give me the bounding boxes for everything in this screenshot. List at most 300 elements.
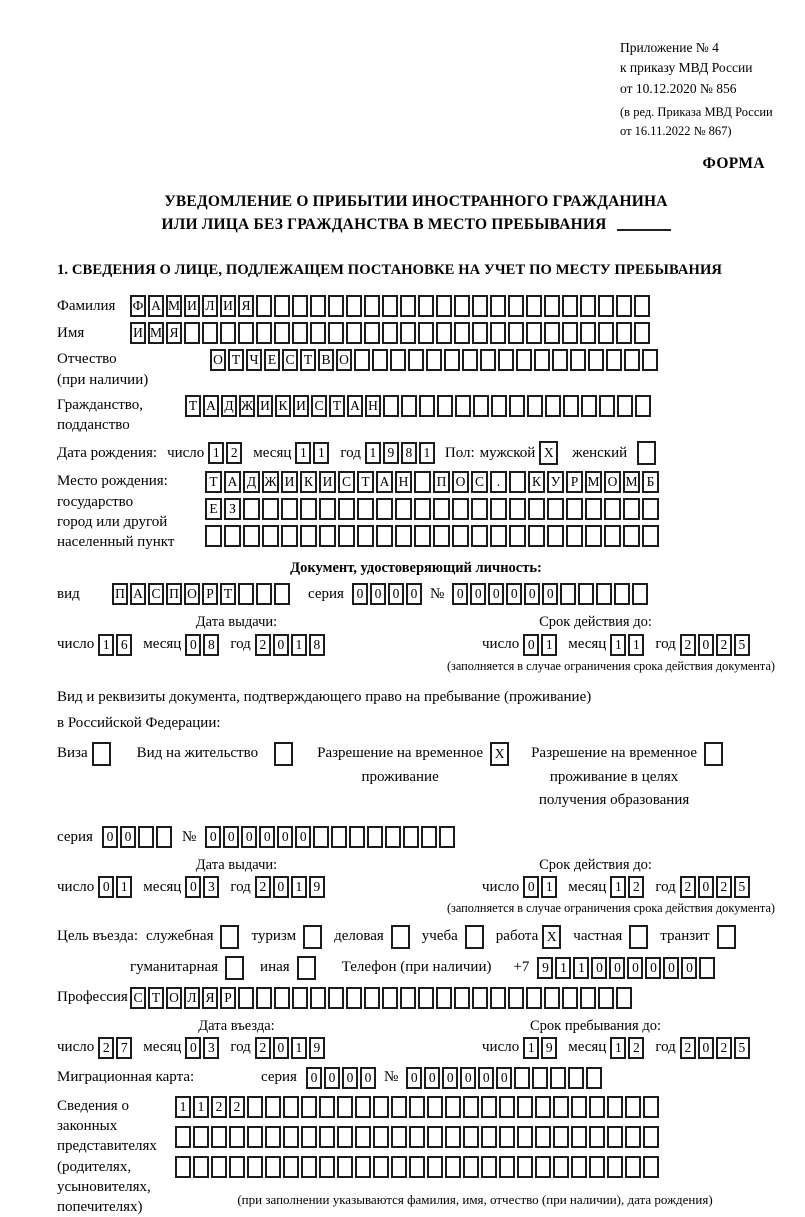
form-cell[interactable] [598, 322, 614, 344]
form-cell[interactable] [265, 1126, 281, 1148]
form-cell[interactable] [509, 498, 526, 520]
form-cell[interactable]: 7 [116, 1037, 132, 1059]
form-cell[interactable]: 2 [628, 1037, 644, 1059]
form-cell[interactable]: 0 [185, 876, 201, 898]
form-cell[interactable]: 0 [609, 957, 625, 979]
form-cell[interactable]: 5 [734, 876, 750, 898]
form-cell[interactable] [629, 925, 648, 949]
form-cell[interactable]: 0 [205, 826, 221, 848]
form-cell[interactable]: 2 [255, 634, 271, 656]
form-cell[interactable] [553, 1126, 569, 1148]
form-cell[interactable] [382, 322, 398, 344]
form-cell[interactable]: 0 [681, 957, 697, 979]
form-cell[interactable] [297, 956, 316, 980]
form-cell[interactable]: О [166, 987, 182, 1009]
form-cell[interactable] [409, 1096, 425, 1118]
form-cell[interactable] [349, 826, 365, 848]
form-cell[interactable] [409, 1126, 425, 1148]
form-cell[interactable] [281, 525, 298, 547]
form-cell[interactable] [372, 349, 388, 371]
form-cell[interactable] [634, 295, 650, 317]
form-cell[interactable]: О [604, 471, 621, 493]
form-cell[interactable]: 2 [716, 1037, 732, 1059]
form-cell[interactable]: 5 [734, 1037, 750, 1059]
form-cell[interactable]: 1 [98, 634, 114, 656]
form-cell[interactable]: 2 [680, 1037, 696, 1059]
form-cell[interactable] [421, 826, 437, 848]
form-cell[interactable] [499, 1126, 515, 1148]
form-cell[interactable] [490, 295, 506, 317]
form-cell[interactable] [391, 925, 410, 949]
form-cell[interactable] [699, 957, 715, 979]
form-cell[interactable]: 2 [211, 1096, 227, 1118]
form-cell[interactable]: Е [205, 498, 222, 520]
form-cell[interactable]: Т [300, 349, 316, 371]
form-cell[interactable]: А [130, 583, 146, 605]
form-cell[interactable] [256, 295, 272, 317]
form-cell[interactable] [580, 295, 596, 317]
form-cell[interactable]: 0 [424, 1067, 440, 1089]
form-cell[interactable] [480, 349, 496, 371]
form-cell[interactable]: 1 [541, 876, 557, 898]
form-cell[interactable]: А [376, 471, 393, 493]
form-cell[interactable] [238, 987, 254, 1009]
form-cell[interactable]: А [347, 395, 363, 417]
purpose-transit-checkbox[interactable] [717, 925, 736, 949]
purpose-work-checkbox[interactable] [542, 925, 561, 949]
form-cell[interactable]: С [471, 471, 488, 493]
form-cell[interactable] [598, 987, 614, 1009]
form-cell[interactable] [373, 1096, 389, 1118]
form-cell[interactable]: Т [357, 471, 374, 493]
form-cell[interactable]: 2 [255, 876, 271, 898]
form-cell[interactable] [454, 322, 470, 344]
form-cell[interactable]: 1 [628, 634, 644, 656]
form-cell[interactable] [462, 349, 478, 371]
form-cell[interactable] [570, 349, 586, 371]
form-cell[interactable] [229, 1126, 245, 1148]
form-cell[interactable] [581, 395, 597, 417]
form-cell[interactable] [528, 525, 545, 547]
form-cell[interactable]: О [336, 349, 352, 371]
form-cell[interactable]: 0 [698, 1037, 714, 1059]
form-cell[interactable]: 0 [352, 583, 368, 605]
form-cell[interactable] [452, 525, 469, 547]
form-cell[interactable]: 0 [277, 826, 293, 848]
form-cell[interactable]: 0 [663, 957, 679, 979]
form-cell[interactable] [545, 395, 561, 417]
form-cell[interactable]: И [293, 395, 309, 417]
form-cell[interactable] [472, 295, 488, 317]
form-cell[interactable] [589, 1126, 605, 1148]
form-cell[interactable] [617, 395, 633, 417]
form-cell[interactable] [300, 525, 317, 547]
form-cell[interactable] [532, 1067, 548, 1089]
form-cell[interactable] [490, 322, 506, 344]
form-cell[interactable] [426, 349, 442, 371]
form-cell[interactable] [256, 322, 272, 344]
form-cell[interactable]: О [210, 349, 226, 371]
form-cell[interactable] [566, 525, 583, 547]
form-cell[interactable] [463, 1096, 479, 1118]
form-cell[interactable] [445, 1156, 461, 1178]
form-cell[interactable] [562, 295, 578, 317]
form-cell[interactable]: 0 [342, 1067, 358, 1089]
form-cell[interactable] [625, 1156, 641, 1178]
form-cell[interactable]: 0 [506, 583, 522, 605]
form-cell[interactable] [544, 295, 560, 317]
form-cell[interactable]: 0 [273, 876, 289, 898]
form-cell[interactable] [604, 525, 621, 547]
form-cell[interactable]: С [148, 583, 164, 605]
form-cell[interactable] [319, 1096, 335, 1118]
form-cell[interactable]: 1 [313, 442, 329, 464]
form-cell[interactable]: Р [220, 987, 236, 1009]
form-cell[interactable] [238, 583, 254, 605]
form-cell[interactable] [589, 1156, 605, 1178]
form-cell[interactable] [243, 498, 260, 520]
form-cell[interactable]: 0 [478, 1067, 494, 1089]
form-cell[interactable] [385, 826, 401, 848]
form-cell[interactable]: 0 [496, 1067, 512, 1089]
form-cell[interactable]: 2 [255, 1037, 271, 1059]
form-cell[interactable] [243, 525, 260, 547]
form-cell[interactable] [283, 1156, 299, 1178]
form-cell[interactable]: 1 [523, 1037, 539, 1059]
form-cell[interactable]: 6 [116, 634, 132, 656]
form-cell[interactable]: 5 [734, 634, 750, 656]
form-cell[interactable] [138, 826, 154, 848]
form-cell[interactable]: И [130, 322, 146, 344]
form-cell[interactable]: 1 [175, 1096, 191, 1118]
form-cell[interactable] [642, 498, 659, 520]
form-cell[interactable]: 9 [309, 1037, 325, 1059]
form-cell[interactable]: 0 [591, 957, 607, 979]
purpose-private-checkbox[interactable] [629, 925, 648, 949]
form-cell[interactable] [292, 295, 308, 317]
form-cell[interactable] [229, 1156, 245, 1178]
form-cell[interactable]: Т [220, 583, 236, 605]
form-cell[interactable] [517, 1096, 533, 1118]
form-cell[interactable] [717, 925, 736, 949]
form-cell[interactable]: Ф [130, 295, 146, 317]
form-cell[interactable] [427, 1096, 443, 1118]
form-cell[interactable] [580, 987, 596, 1009]
form-cell[interactable]: К [300, 471, 317, 493]
form-cell[interactable] [414, 471, 431, 493]
form-cell[interactable]: Б [642, 471, 659, 493]
form-cell[interactable]: М [585, 471, 602, 493]
form-cell[interactable] [357, 498, 374, 520]
form-cell[interactable] [337, 1126, 353, 1148]
form-cell[interactable]: 1 [555, 957, 571, 979]
form-cell[interactable] [625, 1126, 641, 1148]
form-cell[interactable]: 0 [241, 826, 257, 848]
form-cell[interactable]: Е [264, 349, 280, 371]
form-cell[interactable] [454, 295, 470, 317]
form-cell[interactable]: 1 [610, 1037, 626, 1059]
form-cell[interactable]: О [184, 583, 200, 605]
form-cell[interactable] [265, 1096, 281, 1118]
form-cell[interactable] [571, 1096, 587, 1118]
form-cell[interactable]: Я [238, 295, 254, 317]
form-cell[interactable] [642, 525, 659, 547]
visa-checkbox[interactable] [92, 742, 111, 766]
form-cell[interactable] [292, 987, 308, 1009]
form-cell[interactable] [491, 395, 507, 417]
form-cell[interactable] [364, 295, 380, 317]
form-cell[interactable] [319, 1156, 335, 1178]
form-cell[interactable]: 1 [541, 634, 557, 656]
form-cell[interactable]: 0 [273, 634, 289, 656]
form-cell[interactable]: 9 [383, 442, 399, 464]
form-cell[interactable]: Т [185, 395, 201, 417]
form-cell[interactable]: 1 [193, 1096, 209, 1118]
form-cell[interactable] [562, 322, 578, 344]
form-cell[interactable] [465, 925, 484, 949]
form-cell[interactable] [547, 525, 564, 547]
form-cell[interactable] [403, 826, 419, 848]
temporary-residence-checkbox[interactable] [490, 742, 509, 766]
form-cell[interactable] [328, 987, 344, 1009]
form-cell[interactable] [274, 322, 290, 344]
form-cell[interactable]: X [490, 742, 509, 766]
form-cell[interactable] [303, 925, 322, 949]
form-cell[interactable] [562, 987, 578, 1009]
form-cell[interactable]: П [112, 583, 128, 605]
form-cell[interactable] [211, 1126, 227, 1148]
form-cell[interactable] [436, 295, 452, 317]
form-cell[interactable]: 0 [306, 1067, 322, 1089]
form-cell[interactable] [357, 525, 374, 547]
form-cell[interactable]: 2 [680, 634, 696, 656]
purpose-study-checkbox[interactable] [465, 925, 484, 949]
form-cell[interactable] [437, 395, 453, 417]
form-cell[interactable] [586, 1067, 602, 1089]
form-cell[interactable] [418, 987, 434, 1009]
form-cell[interactable]: И [281, 471, 298, 493]
form-cell[interactable] [599, 395, 615, 417]
form-cell[interactable] [262, 525, 279, 547]
female-checkbox[interactable] [637, 441, 656, 465]
form-cell[interactable]: О [452, 471, 469, 493]
form-cell[interactable] [498, 349, 514, 371]
form-cell[interactable] [414, 498, 431, 520]
form-cell[interactable] [553, 1156, 569, 1178]
form-cell[interactable]: 0 [273, 1037, 289, 1059]
form-cell[interactable]: 0 [524, 583, 540, 605]
form-cell[interactable] [338, 498, 355, 520]
form-cell[interactable] [382, 295, 398, 317]
form-cell[interactable] [490, 498, 507, 520]
form-cell[interactable]: 2 [98, 1037, 114, 1059]
form-cell[interactable]: Т [148, 987, 164, 1009]
form-cell[interactable]: 0 [442, 1067, 458, 1089]
form-cell[interactable] [481, 1126, 497, 1148]
form-cell[interactable]: Т [329, 395, 345, 417]
form-cell[interactable]: 1 [208, 442, 224, 464]
form-cell[interactable] [544, 322, 560, 344]
form-cell[interactable] [571, 1126, 587, 1148]
form-cell[interactable] [616, 322, 632, 344]
form-cell[interactable] [534, 349, 550, 371]
form-cell[interactable] [310, 295, 326, 317]
form-cell[interactable] [319, 525, 336, 547]
form-cell[interactable] [310, 322, 326, 344]
form-cell[interactable] [156, 826, 172, 848]
form-cell[interactable]: 1 [419, 442, 435, 464]
form-cell[interactable] [175, 1126, 191, 1148]
form-cell[interactable]: А [148, 295, 164, 317]
form-cell[interactable] [598, 295, 614, 317]
form-cell[interactable] [445, 1126, 461, 1148]
form-cell[interactable] [433, 498, 450, 520]
form-cell[interactable] [471, 498, 488, 520]
form-cell[interactable] [509, 525, 526, 547]
form-cell[interactable] [391, 1096, 407, 1118]
purpose-tourism-checkbox[interactable] [303, 925, 322, 949]
form-cell[interactable] [224, 525, 241, 547]
form-cell[interactable] [473, 395, 489, 417]
form-cell[interactable] [301, 1126, 317, 1148]
form-cell[interactable] [355, 1156, 371, 1178]
form-cell[interactable]: 1 [295, 442, 311, 464]
form-cell[interactable]: 2 [680, 876, 696, 898]
form-cell[interactable] [328, 295, 344, 317]
form-cell[interactable] [193, 1156, 209, 1178]
form-cell[interactable]: 0 [370, 583, 386, 605]
form-cell[interactable] [211, 1156, 227, 1178]
form-cell[interactable] [508, 295, 524, 317]
form-cell[interactable] [331, 826, 347, 848]
form-cell[interactable] [346, 322, 362, 344]
form-cell[interactable] [481, 1156, 497, 1178]
form-cell[interactable] [623, 525, 640, 547]
form-cell[interactable]: К [528, 471, 545, 493]
form-cell[interactable] [643, 1096, 659, 1118]
form-cell[interactable] [544, 987, 560, 1009]
form-cell[interactable]: Т [228, 349, 244, 371]
form-cell[interactable] [481, 1096, 497, 1118]
form-cell[interactable] [283, 1126, 299, 1148]
form-cell[interactable] [514, 1067, 530, 1089]
form-cell[interactable]: 9 [309, 876, 325, 898]
form-cell[interactable] [624, 349, 640, 371]
form-cell[interactable] [516, 349, 532, 371]
form-cell[interactable] [376, 498, 393, 520]
form-cell[interactable] [508, 987, 524, 1009]
form-cell[interactable] [328, 322, 344, 344]
form-cell[interactable] [499, 1156, 515, 1178]
form-cell[interactable] [238, 322, 254, 344]
form-cell[interactable] [616, 295, 632, 317]
form-cell[interactable]: 1 [291, 634, 307, 656]
form-cell[interactable]: 9 [537, 957, 553, 979]
form-cell[interactable] [643, 1126, 659, 1148]
form-cell[interactable]: П [166, 583, 182, 605]
form-cell[interactable] [585, 498, 602, 520]
form-cell[interactable] [220, 925, 239, 949]
form-cell[interactable]: 1 [610, 634, 626, 656]
form-cell[interactable] [568, 1067, 584, 1089]
form-cell[interactable] [535, 1096, 551, 1118]
temporary-residence-education-checkbox[interactable] [704, 742, 723, 766]
form-cell[interactable]: С [311, 395, 327, 417]
form-cell[interactable] [391, 1156, 407, 1178]
form-cell[interactable] [553, 1096, 569, 1118]
form-cell[interactable] [395, 498, 412, 520]
form-cell[interactable] [319, 1126, 335, 1148]
form-cell[interactable]: П [433, 471, 450, 493]
form-cell[interactable] [585, 525, 602, 547]
form-cell[interactable] [578, 583, 594, 605]
form-cell[interactable]: 0 [388, 583, 404, 605]
form-cell[interactable]: 2 [229, 1096, 245, 1118]
form-cell[interactable] [509, 471, 526, 493]
form-cell[interactable]: 8 [203, 634, 219, 656]
form-cell[interactable] [247, 1096, 263, 1118]
form-cell[interactable] [637, 441, 656, 465]
form-cell[interactable]: 1 [610, 876, 626, 898]
form-cell[interactable] [490, 987, 506, 1009]
form-cell[interactable] [436, 987, 452, 1009]
form-cell[interactable] [427, 1156, 443, 1178]
form-cell[interactable] [589, 1096, 605, 1118]
form-cell[interactable] [283, 1096, 299, 1118]
form-cell[interactable] [490, 525, 507, 547]
form-cell[interactable]: 0 [488, 583, 504, 605]
form-cell[interactable]: В [318, 349, 334, 371]
form-cell[interactable] [265, 1156, 281, 1178]
form-cell[interactable] [337, 1156, 353, 1178]
form-cell[interactable]: 0 [259, 826, 275, 848]
form-cell[interactable] [643, 1156, 659, 1178]
form-cell[interactable]: 2 [716, 634, 732, 656]
form-cell[interactable]: 0 [324, 1067, 340, 1089]
form-cell[interactable] [364, 322, 380, 344]
form-cell[interactable] [560, 583, 576, 605]
form-cell[interactable] [310, 987, 326, 1009]
form-cell[interactable]: 0 [406, 583, 422, 605]
residence-permit-checkbox[interactable] [274, 742, 293, 766]
form-cell[interactable] [463, 1126, 479, 1148]
form-cell[interactable] [373, 1156, 389, 1178]
form-cell[interactable]: Р [202, 583, 218, 605]
form-cell[interactable] [642, 349, 658, 371]
form-cell[interactable] [256, 987, 272, 1009]
form-cell[interactable] [623, 498, 640, 520]
form-cell[interactable]: 1 [116, 876, 132, 898]
form-cell[interactable] [455, 395, 471, 417]
form-cell[interactable] [247, 1156, 263, 1178]
form-cell[interactable] [355, 1126, 371, 1148]
form-cell[interactable]: 0 [120, 826, 136, 848]
form-cell[interactable]: Ж [262, 471, 279, 493]
form-cell[interactable] [526, 295, 542, 317]
form-cell[interactable] [337, 1096, 353, 1118]
form-cell[interactable] [408, 349, 424, 371]
form-cell[interactable] [300, 498, 317, 520]
form-cell[interactable] [528, 498, 545, 520]
form-cell[interactable] [364, 987, 380, 1009]
form-cell[interactable] [632, 583, 648, 605]
form-cell[interactable] [552, 349, 568, 371]
form-cell[interactable]: Я [166, 322, 182, 344]
form-cell[interactable] [346, 295, 362, 317]
form-cell[interactable]: З [224, 498, 241, 520]
form-cell[interactable]: 0 [102, 826, 118, 848]
form-cell[interactable]: 8 [309, 634, 325, 656]
